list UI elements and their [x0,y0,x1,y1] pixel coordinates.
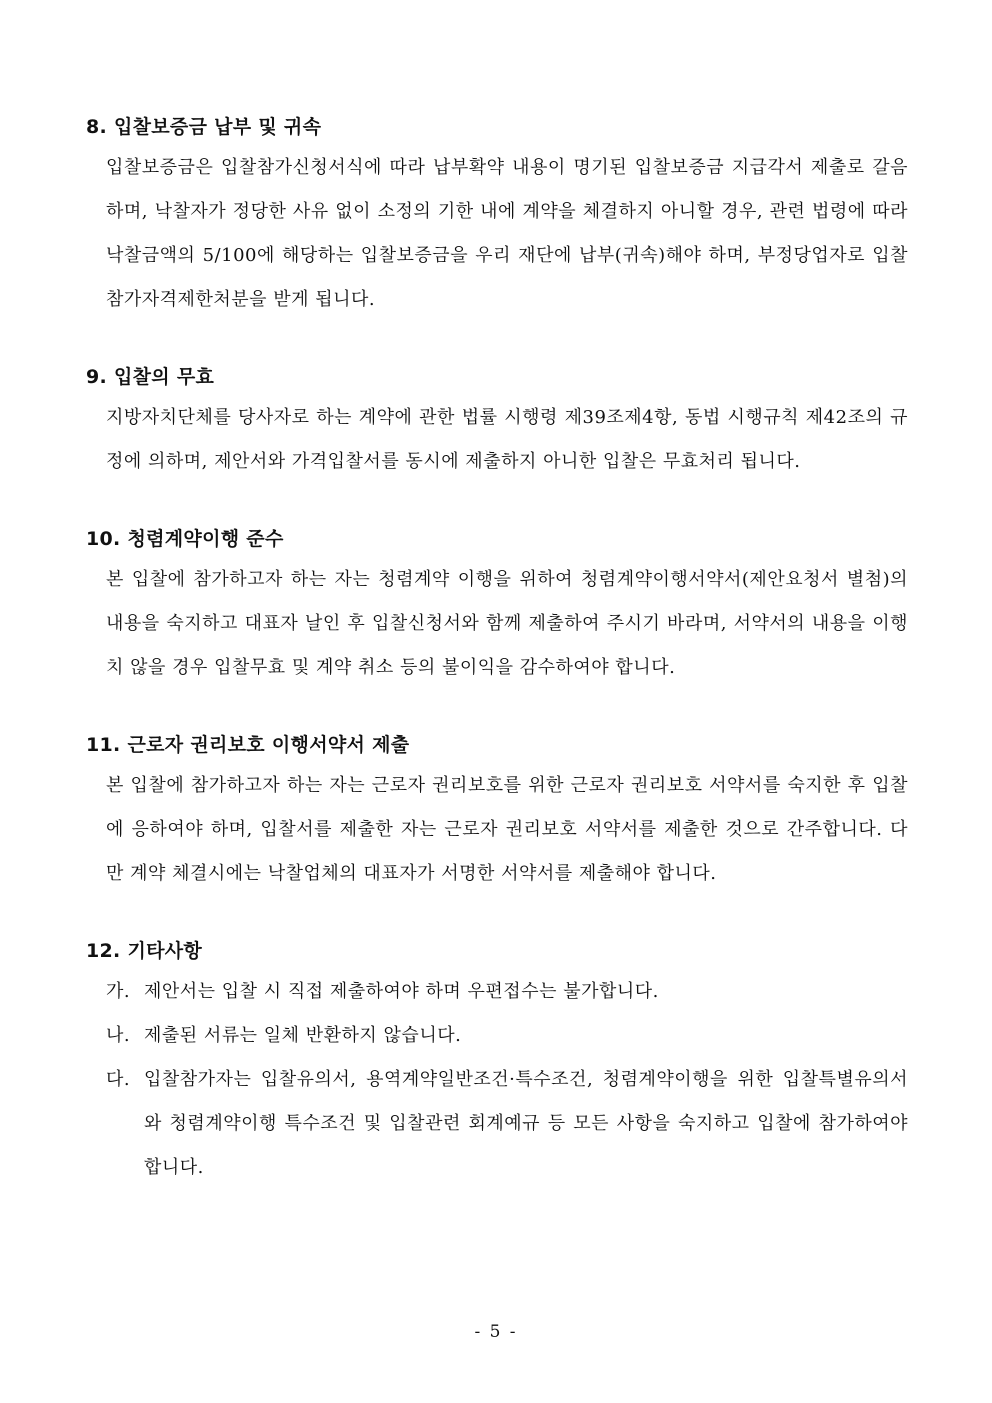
list-item-text: 제출된 서류는 일체 반환하지 않습니다. [144,1025,462,1046]
section-body: 본 입찰에 참가하고자 하는 자는 근로자 권리보호를 위한 근로자 권리보호 서약서를 숙지한 후 입찰에 응하여야 하며, 입찰서를 제출한 자는 근로자 권리보호 서약서를 제출한 것으로 간주합니다. 다만 계약 체결시에는 낙찰업체의 대표자가 서명한 서약서를 제출해야 합니다. [106,775,908,884]
list-item [106,1058,908,1190]
section-body: 본 입찰에 참가하고자 하는 자는 청렴계약 이행을 위하여 청렴계약이행서약서(제안요청서 별첨)의 내용을 숙지하고 대표자 날인 후 입찰신청서와 함께 제출하여 주시기 바라며, 서약서의 내용을 이행치 않을 경우 입찰무효 및 계약 취소 등의 불이익을 감수하여야 합니다. [106,569,908,678]
list-marker: 가. [106,981,131,1002]
section-heading: 12. 기타사항 [86,940,203,962]
list-item-text: 제안서는 입찰 시 직접 제출하여야 하며 우편접수는 불가합니다. [144,981,659,1002]
section-bid-bond [86,112,908,322]
list-item [106,970,908,1014]
section-body: 입찰보증금은 입찰참가신청서식에 따라 납부확약 내용이 명기된 입찰보증금 지급각서 제출로 갈음하며, 낙찰자가 정당한 사유 없이 소정의 기한 내에 계약을 체결하지 아니할 경우, 관련 법령에 따라 낙찰금액의 5/100에 해당하는 입찰보증금을 우리 재단에 납부(귀속)해야 하며, 부정당업자로 입찰참가자격제한처분을 받게 됩니다. [106,157,908,310]
section-bid-invalidity [86,362,908,484]
section-worker-rights-pledge [86,730,908,896]
list-item [106,1014,908,1058]
section-body: 지방자치단체를 당사자로 하는 계약에 관한 법률 시행령 제39조제4항, 동법 시행규칙 제42조의 규정에 의하며, 제안서와 가격입찰서를 동시에 제출하지 아니한 입찰은 무효처리 됩니다. [106,407,908,472]
section-integrity-contract [86,524,908,690]
list-marker: 나. [106,1025,131,1046]
section-heading: 11. 근로자 권리보호 이행서약서 제출 [86,734,410,756]
document-page [86,112,908,1190]
section-heading: 9. 입찰의 무효 [86,366,215,388]
list-item-text: 입찰참가자는 입찰유의서, 용역계약일반조건·특수조건, 청렴계약이행을 위한 입찰특별유의서와 청렴계약이행 특수조건 및 입찰관련 회계예규 등 모든 사항을 숙지하고 입찰에 참가하여야 합니다. [144,1069,908,1178]
section-heading: 8. 입찰보증금 납부 및 귀속 [86,116,322,138]
list-marker: 다. [106,1069,131,1090]
page-number: - 5 - [474,1322,518,1342]
section-heading: 10. 청렴계약이행 준수 [86,528,284,550]
section-other-matters [86,936,908,1190]
